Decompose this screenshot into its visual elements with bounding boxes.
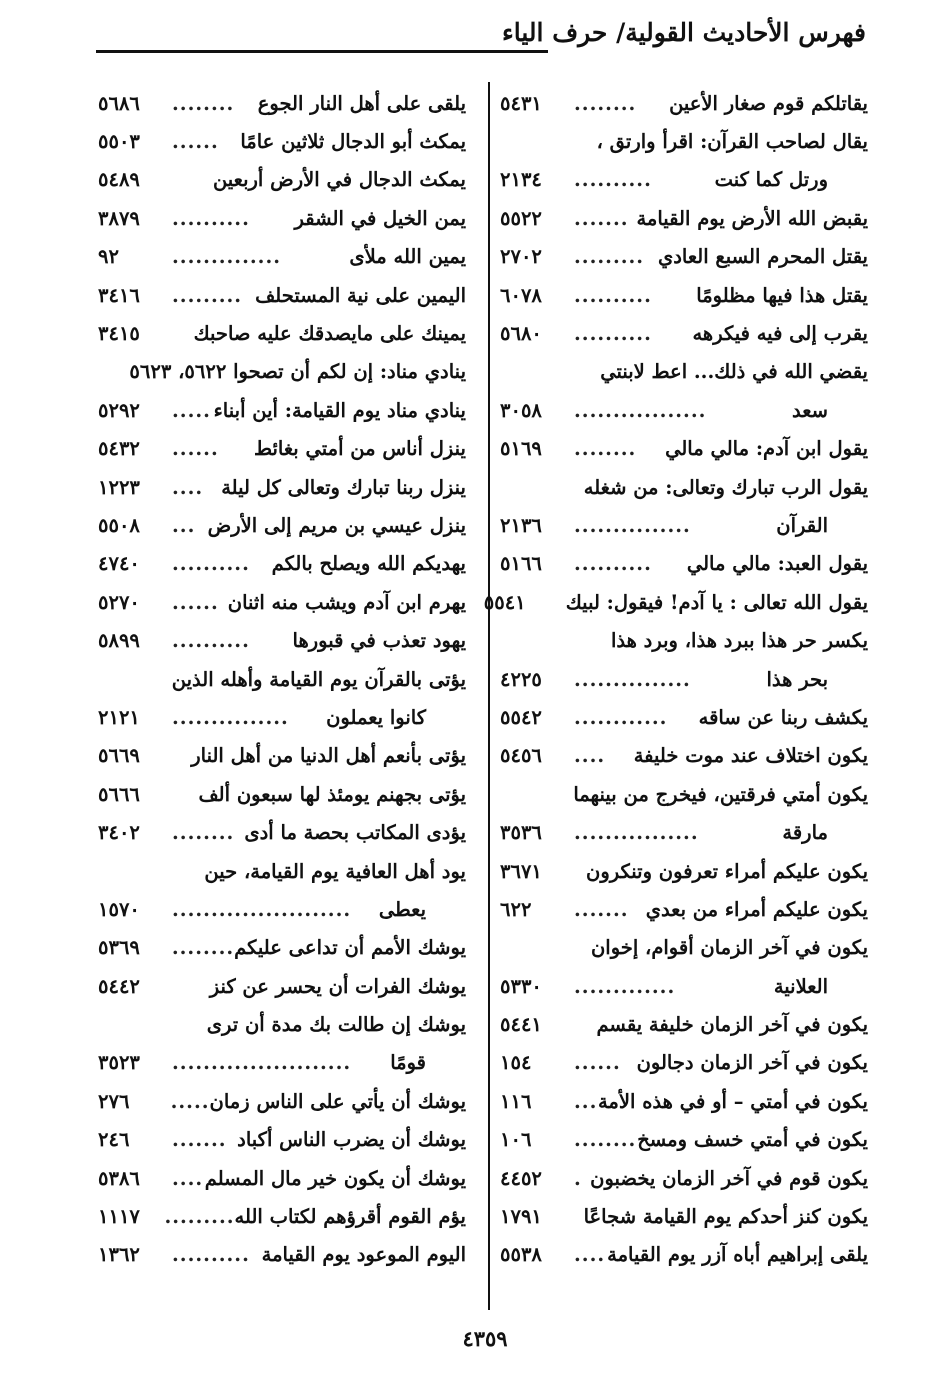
index-entry (98, 1044, 466, 1082)
entry-leader-dots: .......... (574, 322, 652, 346)
entry-hadith-number: ٣٤٠٢ (98, 821, 140, 845)
entry-leader-dots: ............... (574, 667, 691, 691)
entry-leader-dots: ....... (172, 1128, 227, 1152)
entry-leader-dots: .... (574, 744, 606, 768)
page-title: فهرس الأحاديث القولية/ حرف الياء (502, 18, 866, 47)
entry-text: يؤتى بالقرآن يوم القيامة وأهله الذين (171, 667, 466, 691)
entry-leader-dots: .......... (574, 283, 652, 307)
entry-text: القرآن (776, 513, 828, 537)
entry-hadith-number: ٥٤٤٢ (98, 974, 140, 998)
entry-hadith-number: ٢١٣٤ (500, 168, 542, 192)
entry-text: يقرب إلى فيه فيكرهه (692, 322, 868, 346)
entry-text: يقال لصاحب القرآن: اقرأ وارتق ، (596, 130, 868, 154)
entry-leader-dots: .......... (172, 1243, 250, 1267)
index-entry (98, 199, 466, 237)
entry-hadith-number: ١١١٧ (98, 1205, 140, 1229)
index-entry (98, 737, 466, 775)
entry-leader-dots: .... (172, 475, 204, 499)
entry-hadith-number: ٥٥٠٨ (98, 513, 140, 537)
entry-text: يكون في آخر الزمان دجالون (636, 1051, 868, 1075)
entry-text: يوشك الفرات أن يحسر عن كنز (209, 974, 466, 998)
index-entry (98, 813, 466, 851)
entry-text: يمن الخيل في الشقر (294, 206, 466, 230)
entry-hadith-number: ٢١٣٦ (500, 513, 542, 537)
index-entry (500, 314, 868, 352)
entry-hadith-number: ١٢٢٣ (98, 475, 140, 499)
entry-text: اليوم الموعود يوم القيامة (261, 1243, 466, 1267)
entry-hadith-number: ٥٥٠٣ (98, 130, 140, 154)
index-entry (98, 276, 466, 314)
index-entry (500, 1005, 868, 1043)
entry-text: يقول ابن آدم: مالي مالي (665, 437, 868, 461)
entry-leader-dots: .......... (172, 629, 250, 653)
entry-leader-dots: ............. (574, 974, 676, 998)
index-entry (500, 430, 868, 468)
entry-hadith-number: ٥٦٦٩ (98, 744, 140, 768)
entry-hadith-number: ٥٣٨٦ (98, 1166, 140, 1190)
entry-leader-dots: ...... (172, 590, 219, 614)
entry-hadith-number: ٤٤٥٢ (500, 1166, 542, 1190)
entry-hadith-number: ٦٢٢ (500, 897, 532, 921)
entry-text: يكون في أمتي خسف ومسخ (637, 1128, 868, 1152)
entry-hadith-number: ٥٢٩٢ (98, 398, 140, 422)
entry-leader-dots: .......... (574, 168, 652, 192)
index-entry (98, 1082, 466, 1120)
left-column (98, 84, 466, 1312)
entry-text: يكون قوم في آخر الزمان يخضبون (590, 1166, 868, 1190)
entry-leader-dots: ........ (574, 91, 637, 115)
entry-text: يقتل المحرم السبع العادي (657, 245, 868, 269)
entry-hadith-number: ٢١٢١ (98, 705, 140, 729)
index-entry (500, 660, 868, 698)
entry-hadith-number: ٣٠٥٨ (500, 398, 542, 422)
entry-leader-dots: .......... (172, 206, 250, 230)
index-entry (98, 506, 466, 544)
entry-leader-dots: ....... (574, 897, 629, 921)
entry-hadith-number: ٥٤٣١ (500, 91, 542, 115)
entry-hadith-number: ٣٤١٦ (98, 283, 140, 307)
entry-text: اليمين على نية المستحلف (255, 283, 466, 307)
entry-text: ورتل كما كنت (714, 168, 828, 192)
entry-leader-dots: ........ (574, 437, 637, 461)
entry-hadith-number: ١٥٤ (500, 1051, 532, 1075)
index-entry (500, 698, 868, 736)
entry-hadith-number: ٢٧٠٢ (500, 245, 542, 269)
index-entry (98, 1005, 466, 1043)
entry-hadith-number: ١١٦ (500, 1089, 532, 1113)
entry-text: يلقى على أهل النار الجوع (257, 91, 466, 115)
entry-text: مارقة (782, 821, 828, 845)
entry-text: يؤدى المكاتب بحصة ما أدى (244, 821, 466, 845)
entry-hadith-number: ١٥٧٠ (98, 897, 140, 921)
entry-leader-dots: ....................... (172, 1051, 352, 1075)
entry-text: يؤتى بأنعم أهل الدنيا من أهل النار (191, 744, 466, 768)
entry-leader-dots: ................. (574, 398, 707, 422)
entry-hadith-number: ٢٤٦ (98, 1128, 130, 1152)
entry-hadith-number: ١٣٦٢ (98, 1243, 140, 1267)
index-entry (98, 660, 466, 698)
entry-leader-dots: ........ (171, 936, 235, 960)
entry-hadith-number: ٥٥٤٢ (500, 705, 542, 729)
entry-leader-dots: ......... (574, 245, 645, 269)
index-entry (98, 1121, 466, 1159)
entry-text: يكون اختلاف عند موت خليفة (633, 744, 868, 768)
index-entry (483, 583, 868, 621)
page-number: ٤٣٥٩ (462, 1326, 508, 1351)
entry-hadith-number: ٥٣٣٠ (500, 974, 542, 998)
entry-leader-dots: ............... (172, 705, 289, 729)
right-column (483, 84, 868, 1312)
index-entry (500, 621, 868, 659)
entry-leader-dots: . (574, 1166, 582, 1190)
index-entry (500, 852, 868, 890)
entry-text: يوشك الأمم أن تداعى عليكم (234, 936, 466, 960)
entry-text: بحر هذا (766, 667, 828, 691)
entry-text: يكون كنز أحدكم يوم القيامة شجاعًا (583, 1205, 868, 1229)
entry-text: يكون عليكم أمراء من بعدي (645, 897, 868, 921)
index-entry (98, 890, 466, 928)
entry-text: يوشك أن يكون خير مال المسلم (204, 1166, 466, 1190)
entry-leader-dots: ...... (574, 1051, 621, 1075)
index-entry (500, 391, 868, 429)
entry-hadith-number: ٥٥٤١ (483, 590, 526, 614)
entry-hadith-number: ٥٤٣٢ (98, 437, 140, 461)
entry-hadith-number: ٣٥٣٦ (500, 821, 542, 845)
index-entry (500, 1159, 868, 1197)
index-columns (98, 84, 868, 1312)
index-entry (98, 852, 466, 890)
entry-text: يقبض الله الأرض يوم القيامة (636, 206, 868, 230)
entry-leader-dots: ......... (164, 1205, 235, 1229)
index-entry (500, 545, 868, 583)
entry-text: يكون في آخر الزمان أقوام، إخوان (590, 936, 868, 960)
entry-leader-dots: ......... (172, 283, 243, 307)
entry-hadith-number: ٥١٦٦ (500, 552, 542, 576)
index-entry (98, 353, 466, 391)
entry-hadith-number: ٥٤٤١ (500, 1013, 542, 1037)
entry-hadith-number: ١٠٦ (500, 1128, 532, 1152)
entry-text: يؤم القوم أقرؤهم لكتاب الله (234, 1205, 466, 1229)
entry-text: يكون في آخر الزمان خليفة يقسم (596, 1013, 868, 1037)
entry-leader-dots: ...... (172, 130, 219, 154)
index-entry (98, 122, 466, 160)
entry-hadith-number: ٥٤٥٦ (500, 744, 542, 768)
entry-text: يمين الله ملأى (349, 245, 466, 269)
index-entry (98, 1159, 466, 1197)
entry-text: كانوا يعملون (326, 705, 426, 729)
index-entry (500, 276, 868, 314)
index-entry (500, 238, 868, 276)
entry-text: يمكث الدجال في الأرض أربعين (212, 168, 466, 192)
index-entry (98, 1236, 466, 1274)
index-entry (98, 238, 466, 276)
index-entry (500, 890, 868, 928)
entry-hadith-number: ٣٦٧١ (500, 859, 542, 883)
index-entry (500, 161, 868, 199)
entry-text: يكسر حر هذا ببرد هذا، وبرد هذا (610, 629, 868, 653)
entry-hadith-number: ٥٤٨٩ (98, 168, 140, 192)
entry-text: يعطى (378, 897, 426, 921)
index-entry (98, 391, 466, 429)
entry-hadith-number: ٥٦٨٠ (500, 322, 542, 346)
index-entry (98, 967, 466, 1005)
entry-text: سعد (792, 398, 828, 422)
entry-text: يوشك أن يأتي على الناس زمان (209, 1089, 466, 1113)
entry-leader-dots: ....................... (172, 897, 352, 921)
entry-text: يكون في أمتي – أو في هذه الأمة (597, 1089, 868, 1113)
entry-hadith-number: ٣٥٢٣ (98, 1051, 140, 1075)
entry-hadith-number: ٤٧٤٠ (98, 552, 140, 576)
entry-text: قومًا (390, 1051, 426, 1075)
entry-leader-dots: ..... (170, 1089, 210, 1113)
entry-leader-dots: ............ (574, 705, 668, 729)
entry-leader-dots: .......... (574, 552, 652, 576)
index-entry (98, 161, 466, 199)
index-entry (500, 199, 868, 237)
entry-text: يهود تعذب في قبورها (292, 629, 466, 653)
entry-hadith-number: ٥٨٩٩ (98, 629, 140, 653)
index-entry (98, 545, 466, 583)
entry-hadith-number: ٣٨٧٩ (98, 206, 140, 230)
entry-leader-dots: ........ (172, 91, 235, 115)
entry-leader-dots: ................ (574, 821, 699, 845)
entry-leader-dots: ....... (574, 206, 629, 230)
entry-hadith-number: ٤٢٢٥ (500, 667, 542, 691)
index-entry (98, 1197, 466, 1235)
entry-text: يؤتى بجهنم يومئذ لها سبعون ألف (198, 782, 466, 806)
entry-hadith-number: ٥١٦٩ (500, 437, 542, 461)
entry-text: ينزل أناس من أمتي بغائط (254, 437, 466, 461)
entry-text: يود أهل العافية يوم القيامة، حين (204, 859, 466, 883)
entry-text: ينزل عيسي بن مريم إلى الأرض (207, 513, 466, 537)
entry-text: يكون عليكم أمراء تعرفون وتنكرون (586, 859, 868, 883)
entry-text: يلقى إبراهيم أباه آزر يوم القيامة (607, 1243, 868, 1267)
entry-text: يقاتلكم قوم صغار الأعين (669, 91, 868, 115)
entry-text: يقول العبد: مالي مالي (686, 552, 868, 576)
entry-leader-dots: ... (574, 1089, 598, 1113)
entry-text: ينادي مناد يوم القيامة: أين أبناء (213, 398, 466, 422)
index-entry (98, 430, 466, 468)
page-header (96, 14, 866, 58)
index-entry (500, 1236, 868, 1274)
entry-text: يمينك على مايصدقك عليه صاحبك (193, 322, 466, 346)
entry-hadith-number: ٥٢٧٠ (98, 590, 140, 614)
index-entry (98, 621, 466, 659)
entry-leader-dots: .......... (172, 552, 250, 576)
entry-hadith-number: ٥٥٣٨ (500, 1243, 542, 1267)
index-entry (500, 737, 868, 775)
index-entry (500, 813, 868, 851)
entry-text: يهرم ابن آدم ويشب منه اثنان (227, 590, 466, 614)
entry-leader-dots: .... (574, 1243, 606, 1267)
entry-text: ينزل ربنا تبارك وتعالى كل ليلة (221, 475, 466, 499)
index-entry (500, 1044, 868, 1082)
entry-leader-dots: ... (172, 513, 196, 537)
entry-text: يكشف ربنا عن ساقه (698, 705, 868, 729)
entry-leader-dots: ........ (172, 821, 235, 845)
entry-hadith-number: ٥٦٦٦ (98, 782, 140, 806)
entry-hadith-number: ٣٤١٥ (98, 322, 140, 346)
entry-leader-dots: .............. (172, 245, 282, 269)
index-entry (98, 84, 466, 122)
index-entry (500, 353, 868, 391)
index-entry (98, 929, 466, 967)
index-entry (98, 314, 466, 352)
index-entry (500, 1082, 868, 1120)
header-rule (96, 50, 548, 53)
entry-hadith-number: ٥٦٨٦ (98, 91, 140, 115)
entry-text: ينادي مناد: إن لكم أن تصحوا ٥٦٢٢، ٥٦٢٣ (129, 360, 466, 384)
entry-text: يهديكم الله ويصلح بالكم (271, 552, 466, 576)
index-entry (500, 1121, 868, 1159)
index-entry (98, 775, 466, 813)
index-entry (500, 967, 868, 1005)
entry-hadith-number: ١٧٩١ (500, 1205, 542, 1229)
entry-leader-dots: ............... (574, 513, 691, 537)
entry-text: يوشك أن يضرب الناس أكباد (237, 1128, 466, 1152)
index-entry (98, 698, 466, 736)
entry-hadith-number: ٦٠٧٨ (500, 283, 542, 307)
index-entry (500, 929, 868, 967)
entry-leader-dots: .... (172, 1166, 204, 1190)
index-entry (500, 506, 868, 544)
entry-text: يمكث أبو الدجال ثلاثين عامًا (240, 130, 466, 154)
index-entry (500, 122, 868, 160)
entry-text: يوشك إن طالت بك مدة أن ترى (206, 1013, 466, 1037)
index-entry (500, 775, 868, 813)
index-entry (500, 84, 868, 122)
entry-hadith-number: ٥٣٦٩ (98, 936, 140, 960)
entry-text: يقول الله تعالى : يا آدم! فيقول: لبيك (565, 590, 868, 614)
entry-text: العلانية (773, 974, 828, 998)
entry-hadith-number: ٩٢ (98, 245, 119, 269)
entry-hadith-number: ٢٧٦ (98, 1089, 130, 1113)
entry-leader-dots: ..... (172, 398, 211, 422)
index-entry (98, 468, 466, 506)
entry-text: يقضي الله في ذلك... اعط لابنتي (600, 360, 868, 384)
index-entry (500, 468, 868, 506)
index-entry (500, 1197, 868, 1235)
entry-leader-dots: ........ (574, 1128, 637, 1152)
entry-leader-dots: ...... (172, 437, 219, 461)
entry-text: يقتل هذا فيها مظلومًا (696, 283, 868, 307)
entry-hadith-number: ٥٥٢٢ (500, 206, 542, 230)
index-entry (98, 583, 466, 621)
entry-text: يكون أمتي فرقتين، فيخرج من بينهما (573, 782, 868, 806)
entry-text: يقول الرب تبارك وتعالى: من شغله (583, 475, 868, 499)
